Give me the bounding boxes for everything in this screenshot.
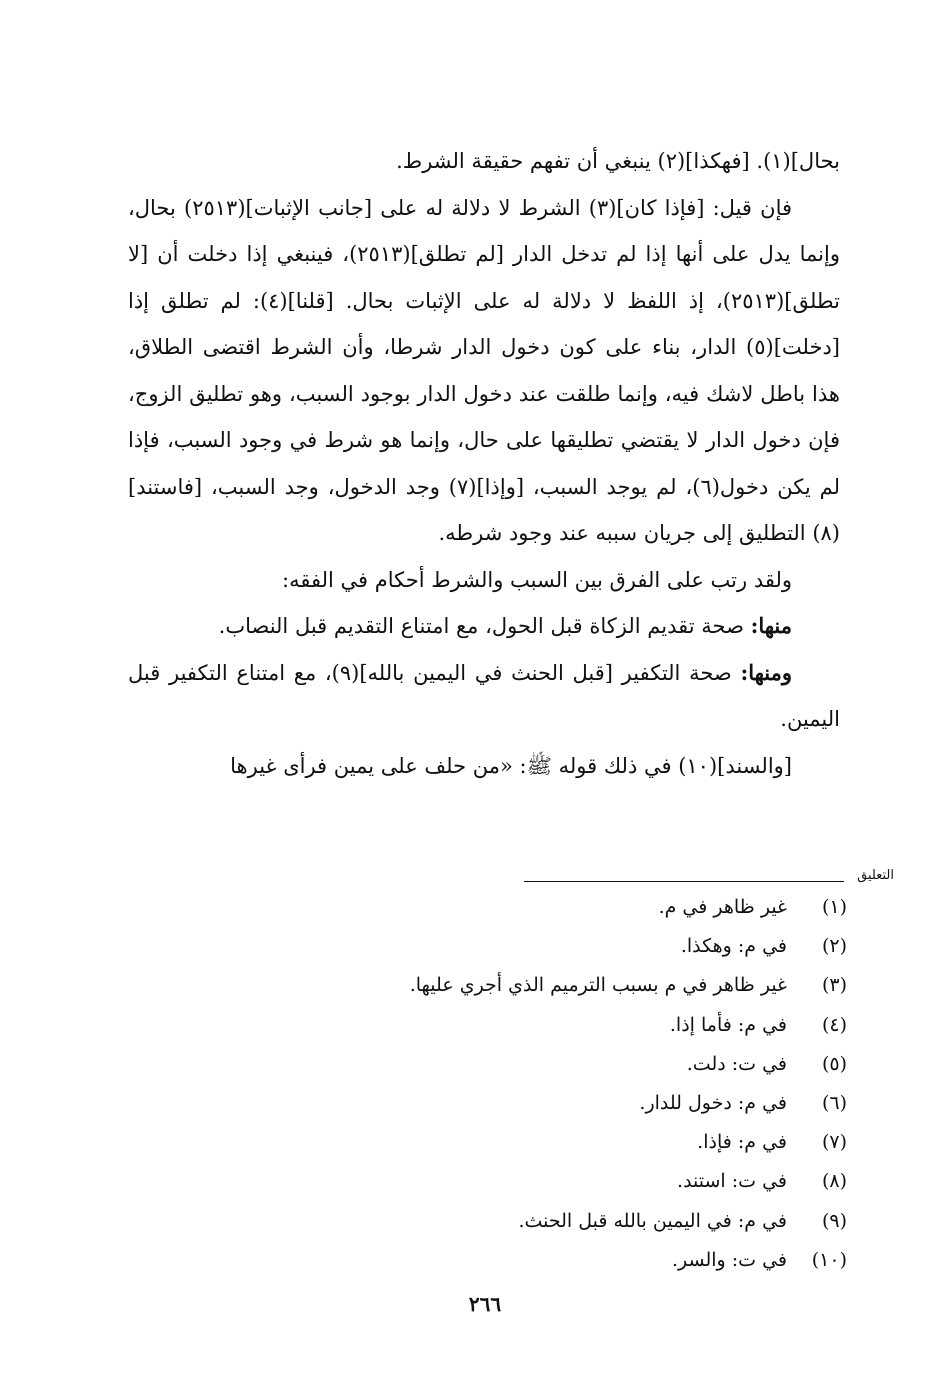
footnote-separator (524, 868, 894, 888)
footnote-text: غير ظاهر في م بسبب الترميم الذي أجري عليها. (409, 974, 787, 997)
footnote-item (247, 1045, 847, 1084)
paragraph-text: ولقد رتب على الفرق بين السبب والشرط أحكام في الفقه: (282, 567, 792, 592)
footnote-item (247, 1006, 847, 1045)
paragraph-text: صحة التكفير [قبل الحنث في اليمين بالله](٩)، مع امتناع التكفير قبل اليمين. (128, 660, 840, 731)
footnote-item (247, 1241, 847, 1280)
paragraph-lead: ومنها: (740, 659, 792, 685)
footnote-text: في م: وهكذا. (680, 935, 787, 958)
paragraph-2 (128, 185, 840, 557)
footnote-number: (١٠) (811, 1248, 847, 1271)
footnote-number: (٦) (821, 1092, 847, 1115)
paragraph-5 (128, 650, 840, 743)
footnote-item (247, 927, 847, 966)
paragraph-text: بحال](١). [فهكذا](٢) ينبغي أن تفهم حقيقة الشرط. (396, 149, 840, 173)
footnote-text: في م: في اليمين بالله قبل الحنث. (518, 1209, 787, 1232)
footnote-number: (١) (821, 896, 847, 918)
paragraph-text: صحة تقديم الزكاة قبل الحول، مع امتناع التقديم قبل النصاب. (218, 614, 751, 638)
paragraph-text: [والسند](١٠) في ذلك قوله ﷺ: «من حلف على يمين فرأى غيرها (230, 753, 792, 778)
main-text (128, 138, 840, 789)
footnote-number: (٩) (821, 1209, 847, 1232)
footnote-number: (٢) (821, 935, 847, 958)
footnote-label: التعليق (857, 868, 894, 883)
footnote-number: (٣) (821, 974, 847, 997)
footnote-rule (524, 881, 844, 882)
footnote-number: (٨) (821, 1170, 847, 1193)
paragraph-1 (128, 138, 840, 185)
paragraph-lead: منها: (750, 613, 792, 638)
footnote-item (247, 1162, 847, 1201)
paragraph-6 (128, 743, 840, 790)
footnote-item (247, 1123, 847, 1162)
footnote-text: في م: فأما إذا. (669, 1013, 787, 1036)
footnote-item (247, 1084, 847, 1123)
footnote-text: في ت: والسر. (671, 1248, 787, 1271)
paragraph-3 (128, 557, 840, 604)
footnote-item (247, 966, 847, 1005)
footnote-number: (٧) (821, 1131, 847, 1154)
footnote-text: في ت: دلت. (686, 1052, 787, 1075)
footnote-item (247, 888, 847, 927)
footnote-text: في ت: استند. (677, 1170, 787, 1193)
paragraph-4 (128, 603, 840, 650)
footnote-text: غير ظاهر في م. (658, 896, 787, 918)
footnote-text: في م: دخول للدار. (639, 1092, 787, 1115)
footnote-number: (٤) (821, 1013, 847, 1036)
footnotes (247, 888, 847, 1280)
footnote-number: (٥) (821, 1052, 847, 1075)
paragraph-text: فإن قيل: [فإذا كان](٣) الشرط لا دلالة له على [جانب الإثبات](٢٥١٣) بحال، وإنما يدل على أنها إذا لم تدخل الدار [لم تطلق](٢٥١٣)، فينبغي إذا دخلت أن [لا تطلق](٢٥١٣)، إذ اللفظ لا دلالة له على الإثبات بحال. [قلنا](٤): لم تطلق إذا [دخلت](٥) الدار، بناء على كون دخول الدار شرطا، وأن الشرط اقتضى الطلاق، هذا باطل لاشك فيه، وإنما طلقت عند دخول الدار بوجود السبب، وهو تطليق الزوج، فإن دخول الدار لا يقتضي تطليقها على حال، وإنما هو شرط في وجود السبب، فإذا لم يكن دخول(٦)، لم يوجد السبب، [وإذا](٧) وجد الدخول، وجد السبب، [فاستند](٨) التطليق إلى جريان سببه عند وجود شرطه. (128, 195, 840, 545)
page-number: ٢٦٦ (468, 1292, 502, 1316)
footnote-item (247, 1202, 847, 1241)
footnote-text: في م: فإذا. (697, 1131, 787, 1154)
